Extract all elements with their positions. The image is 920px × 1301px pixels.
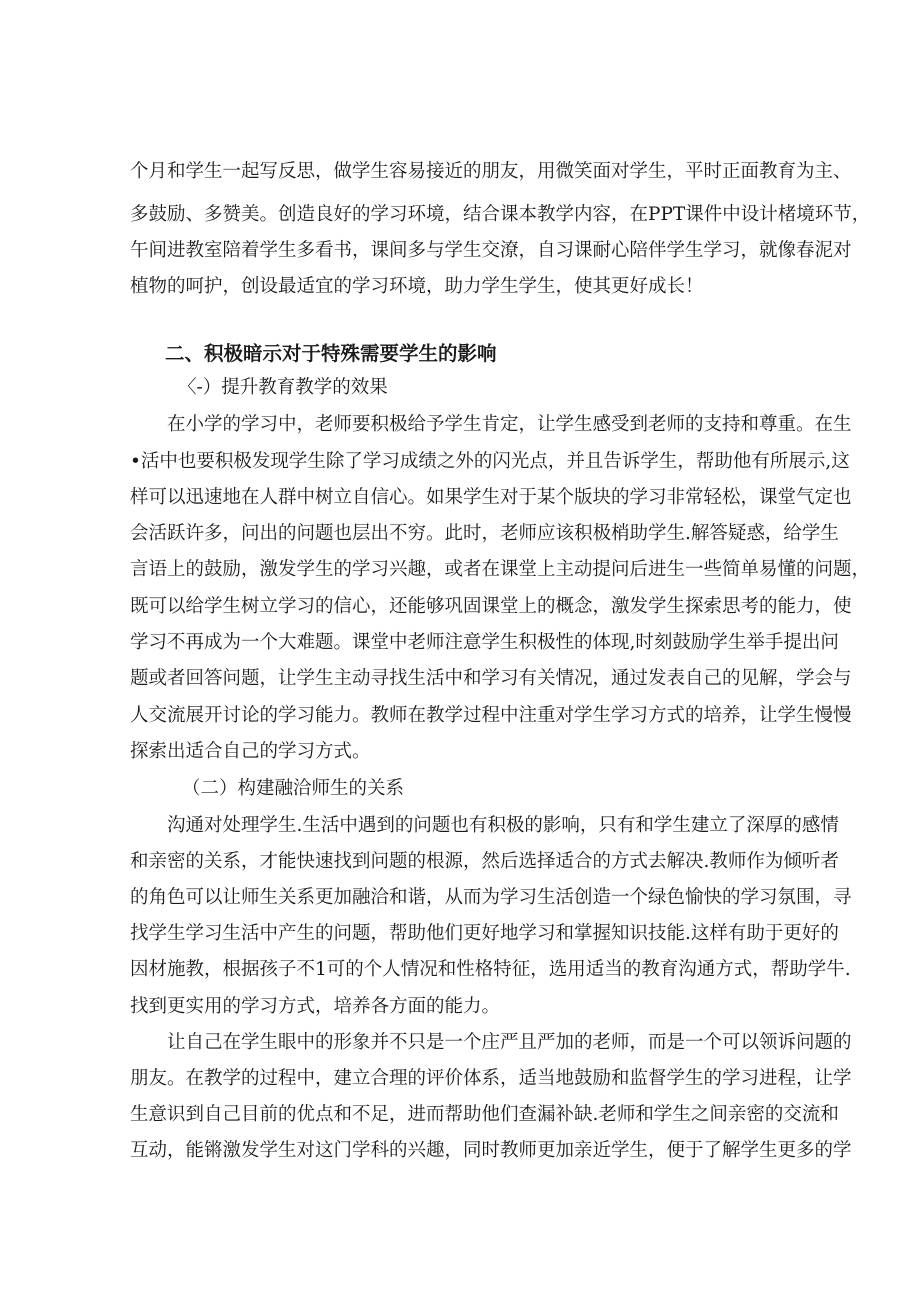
paragraph-line: 学习不再成为一个大难题。课堂中老师注意学生积极性的体现,时刻鼓励学生举手提出问: [130, 632, 839, 653]
paragraph-line: 午间进教室陪着学生多看书，课间多与学生交潦，自习课耐心陪伴学生学习，就像春泥对: [130, 240, 852, 261]
paragraph-line: •活中也要积极发现学生除了学习成绩之外的闪光点，并且告诉学生，帮助他有所展示,这: [130, 451, 850, 472]
paragraph-line: 找学生学习生活中产生的问题，帮助他们更好地学习和掌握知识技能.这样有助于更好的: [130, 923, 839, 944]
paragraph-line: 互动，能锵激发学生对这门学科的兴趣，同时教师更加亲近学生，便于了解学生更多的学: [130, 1140, 852, 1161]
paragraph-line: 样可以迅速地在人群中树立自信心。如果学生对于某个版块的学习非常轻松，课堂气定也: [130, 487, 852, 508]
paragraph-line: 朋友。在教学的过程中，建立合理的评价体系，适当地鼓励和监督学生的学习进程，让学: [130, 1068, 852, 1089]
paragraph-line: 生意识到自己目前的优点和不足，进而帮助他们查漏补缺.老师和学生之间亲密的交流和: [130, 1104, 839, 1125]
paragraph-line: 和亲密的关系，才能快速找到问题的根源，然后选择适合的方式去解决.教师作为倾听者: [130, 851, 839, 872]
paragraph-line: 个月和学生一起写反思，做学生容易接近的朋友，用微笑面对学生，平时正面教育为主、: [130, 161, 852, 182]
paragraph-line: 让自己在学生眼中的形象并不只是一个庄严且严加的老师，而是一个可以领诉问题的: [167, 1032, 852, 1053]
paragraph-line: 多鼓励、多赞美。创造良好的学习环境，结合课本教学内容，在PPT课件中设计楮境环节，: [130, 204, 871, 225]
paragraph-line: 因材施教，根据孩子不1可的个人情况和性格特征，选用适当的教育沟通方式，帮助学牛.: [130, 959, 851, 980]
paragraph-line: 找到更实用的学习方式，培养各方面的能力。: [130, 996, 501, 1017]
paragraph-line: 在小学的学习中，老师要积极给予学生肯定，让学生感受到老师的支持和尊重。在生: [167, 414, 852, 435]
paragraph-line: 植物的呵护，创设最适宜的学习环境，助力学生学生，使其更好成长！: [130, 276, 704, 297]
paragraph-line: 既可以给学生树立学习的信心，还能够巩固课堂上的概念，激发学生探索思考的能力，使: [130, 596, 852, 617]
paragraph-line: 的角色可以让师生关系更加融洽和谐，从而为学习生活创造一个绿色愉快的学习氛围，寻: [130, 887, 852, 908]
paragraph-line: 沟通对处理学生.生活中遇到的问题也有积极的影响，只有和学生建立了深厚的感情: [167, 815, 839, 836]
paragraph-line: 言语上的鼓励，激发学生的学习兴趣，或者在课堂上主动提问后进生一些简单易懂的问题，: [130, 559, 871, 580]
paragraph-line: 人交流展开讨论的学习能力。教师在教学过程中注重对学生学习方式的培养，让学生慢慢: [130, 705, 852, 726]
paragraph-line: 会活跃许多，问出的问题也层出不穷。此时，老师应该积极梢助学生.解答疑惑，给学生: [130, 523, 839, 544]
subsection-title: 〈-）提升教育教学的效果: [178, 377, 388, 398]
subsection-title: （二）构建融洽师生的关系: [182, 778, 405, 799]
section-heading: 二、积极暗示对于特殊需要学生的影响: [165, 342, 497, 365]
paragraph-line: 题或者回答问题，让学生主动寻找生活中和学习有关情况，通过发表自己的见解，学会与: [130, 668, 852, 689]
paragraph-line: 探索出适合自己的学习方式。: [130, 741, 371, 762]
